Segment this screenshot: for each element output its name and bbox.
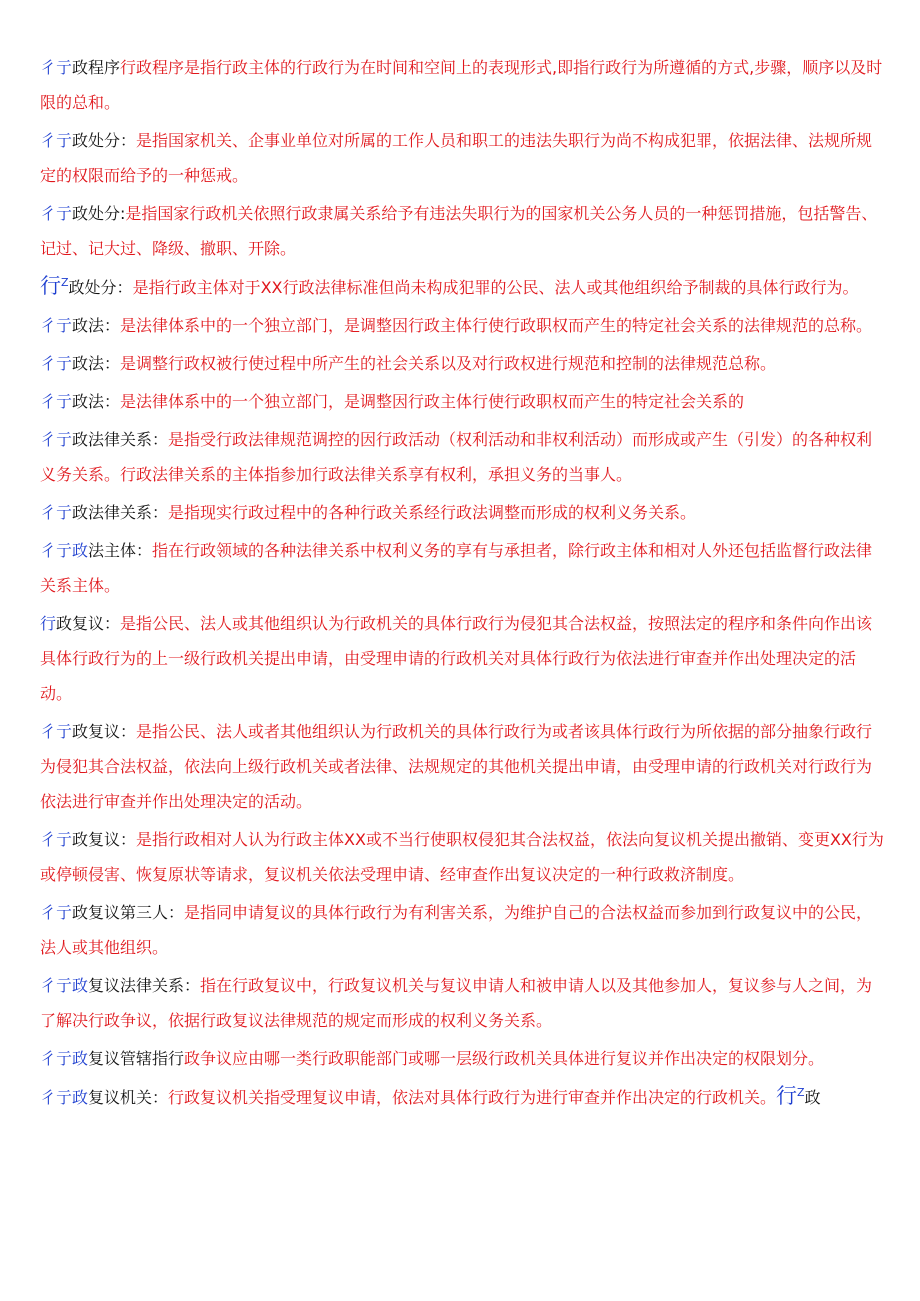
term-prefix: 彳亍政 xyxy=(40,1088,89,1107)
term-prefix: 彳亍政 xyxy=(40,1049,89,1068)
definition-entry xyxy=(40,269,885,305)
term-text: 政法： xyxy=(72,392,121,411)
term-prefix: 彳亍 xyxy=(40,903,73,922)
term-prefix: 彳亍 xyxy=(40,354,73,373)
definition-text: 是指受行政法律规范调控的因行政活动（权利活动和非权利活动）而形成或产生（引发）的各种权利义务关系。行政法律关系的主体指参加行政法律关系享有权利，承担义务的当事人。 xyxy=(40,430,873,484)
definition-text: 是法律体系中的一个独立部门，是调整因行政主体行使行政职权而产生的特定社会关系的法律规范的总称。 xyxy=(120,316,873,335)
definition-text: 行政复议机关指受理复议申请，依法对具体行政行为进行审查并作出决定的行政机关。 xyxy=(168,1088,777,1107)
term-text: 复议机关： xyxy=(88,1088,169,1107)
term-text: Z xyxy=(797,1086,805,1099)
definition-text: 是调整行政权被行使过程中所产生的社会关系以及对行政权进行规范和控制的法律规范总称。 xyxy=(120,354,777,373)
definition-text: 政争议应由哪一类行政职能部门或哪一层级行政机关具体进行复议并作出决定的权限划分。 xyxy=(184,1049,825,1068)
definition-text: 是指公民、法人或其他组织认为行政机关的具体行政行为侵犯其合法权益，按照法定的程序和条件向作出该具体行政行为的上一级行政机关提出申请，由受理申请的行政机关对具体行政行为依法进行审查并作出处理决定的活动。 xyxy=(40,614,873,703)
definition-text: 是指国家机关、企事业单位对所属的工作人员和职工的违法失职行为尚不构成犯罪，依据法律、法规所规定的权限而给予的一种惩戒。 xyxy=(40,131,873,185)
term-prefix: 彳亍 xyxy=(40,316,73,335)
term-text: 政法： xyxy=(72,316,121,335)
term-prefix: 彳亍 xyxy=(40,722,73,741)
term-prefix: 行 xyxy=(40,274,61,298)
term-prefix: 彳亍 xyxy=(40,131,73,150)
term-prefix: 彳亍 xyxy=(40,204,73,223)
definition-text: 是指现实行政过程中的各种行政关系经行政法调整而形成的权利义务关系。 xyxy=(168,503,697,522)
definition-entry xyxy=(40,606,885,711)
term-text: 政复议： xyxy=(56,614,121,633)
definition-entry xyxy=(40,1079,885,1115)
definition-text: 是指同申请复议的具体行政行为有利害关系，为维护自己的合法权益而参加到行政复议中的公民，法人或其他组织。 xyxy=(40,903,873,957)
term-text: 政法律关系： xyxy=(72,430,169,449)
definition-entry xyxy=(40,123,885,193)
definition-text: 是指行政主体对于XX行政法律标准但尚未构成犯罪的公民、法人或其他组织给予制裁的具体行政行为。 xyxy=(132,278,859,297)
definition-text: 指在行政复议中，行政复议机关与复议申请人和被申请人以及其他参加人，复议参与人之间，为了解决行政争议，依据行政复议法律规范的规定而形成的权利义务关系。 xyxy=(40,976,873,1030)
term-prefix: 彳亍 xyxy=(40,830,73,849)
term-text: 复议管辖指行 xyxy=(88,1049,185,1068)
term-text: 政复议第三人： xyxy=(72,903,185,922)
definition-text: 行政程序是指行政主体的行政行为在时间和空间上的表现形式,即指行政行为所遵循的方式,步骤，顺序以及时限的总和。 xyxy=(40,58,883,112)
definition-text: 是法律体系中的一个独立部门，是调整因行政主体行使行政职权而产生的特定社会关系的 xyxy=(120,392,745,411)
definition-entry xyxy=(40,346,885,381)
term-prefix: 彳亍 xyxy=(40,503,73,522)
definition-entry xyxy=(40,714,885,819)
term-text: 政处分： xyxy=(72,131,137,150)
term-text: 政法： xyxy=(72,354,121,373)
term-prefix: 彳亍政 xyxy=(40,541,89,560)
definition-text: 是指国家行政机关依照行政隶属关系给予有违法失职行为的国家机关公务人员的一种惩罚措施，包括警告、记过、记大过、降级、撤职、开除。 xyxy=(40,204,878,258)
definition-entry xyxy=(40,422,885,492)
term-prefix: 行 xyxy=(40,614,57,633)
term-prefix: 彳亍 xyxy=(40,58,73,77)
definition-entry xyxy=(40,1041,885,1076)
definition-entry xyxy=(40,196,885,266)
definition-entry xyxy=(40,968,885,1038)
term-text: 政复议： xyxy=(72,830,137,849)
definition-entry xyxy=(40,50,885,120)
term-prefix: 彳亍政 xyxy=(40,976,89,995)
document-page xyxy=(40,50,885,1118)
term-text: 政法律关系： xyxy=(72,503,169,522)
term-text: 复议法律关系： xyxy=(88,976,201,995)
definition-text: 是指行政相对人认为行政主体XX或不当行使职权侵犯其合法权益，依法向复议机关提出撤销、变更XX行为或停顿侵害、恢复原状等请求，复议机关依法受理申请、经审查作出复议决定的一种行政救济制度。 xyxy=(40,830,884,884)
definition-text: 指在行政领域的各种法律关系中权利义务的享有与承担者，除行政主体和相对人外还包括监督行政法律关系主体。 xyxy=(40,541,873,595)
term-text: 政程序 xyxy=(72,58,121,77)
definition-entry xyxy=(40,384,885,419)
definition-entry xyxy=(40,822,885,892)
term-text: 法主体： xyxy=(88,541,153,560)
term-prefix: 彳亍 xyxy=(40,392,73,411)
term-prefix: 彳亍 xyxy=(40,430,73,449)
term-text: 政处分: xyxy=(72,204,126,223)
term-text: 政复议： xyxy=(72,722,137,741)
definition-entry xyxy=(40,495,885,530)
definition-text: 是指公民、法人或者其他组织认为行政机关的具体行政行为或者该具体行政行为所依据的部分抽象行政行为侵犯其合法权益，依法向上级行政机关或者法律、法规规定的其他机关提出申请，由受理申请的行政机关对行政行为依法进行审查并作出处理决定的活动。 xyxy=(40,722,873,811)
term-text: 政 xyxy=(804,1088,821,1107)
definition-entry xyxy=(40,533,885,603)
term-text: 行 xyxy=(776,1084,798,1108)
definition-entry xyxy=(40,895,885,965)
definition-entry xyxy=(40,308,885,343)
term-text: Z xyxy=(61,276,69,289)
term-text: 政处分： xyxy=(68,278,133,297)
